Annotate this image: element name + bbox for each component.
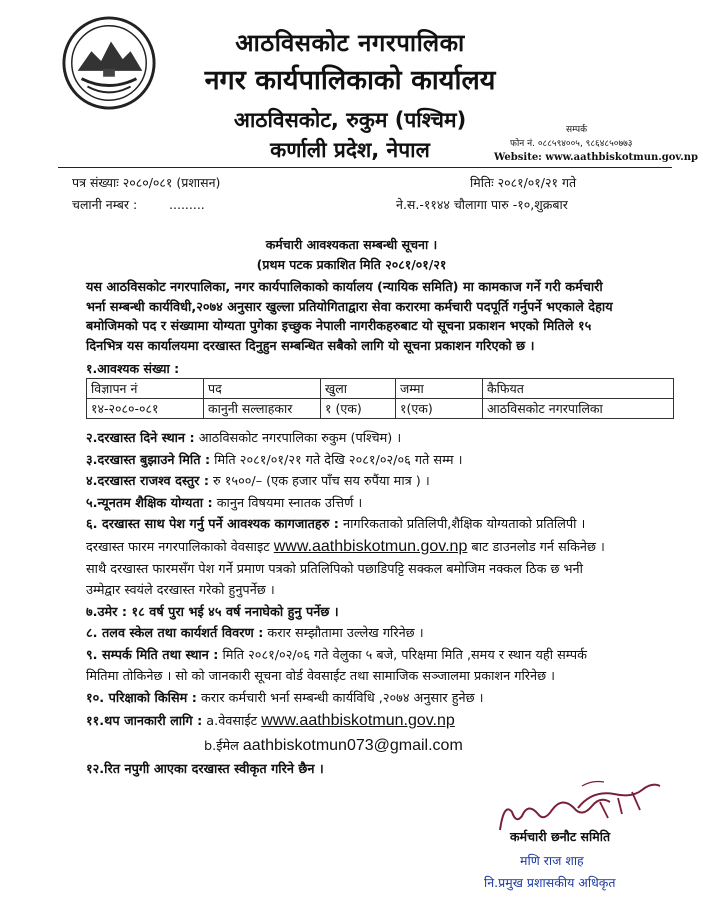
notice-item: ५.न्यूनतम शैक्षिक योग्यता : कानुन विषयमा स्नातक उत्तिर्ण । [86,495,363,511]
notice-item: १०. परिक्षाको किसिम : करार कर्मचारी भर्ना सम्बन्धी कार्यविधि ,२०७४ अनुसार हुनेछ । [86,690,484,706]
letter-date: मितिः २०८१/०१/२१ गते [470,175,577,190]
contact-website: Website: www.aathbiskotmun.gov.np [494,152,698,163]
intro-line: यस आठविसकोट नगरपालिका, नगर कार्यपालिकाको कार्यालय (न्यायिक समिति) मा कामकाज गर्ने गरी कर्मचारी [86,280,603,295]
notice-item: ११.थप जानकारी लागि : a.वेवसाईट www.aathbiskotmun.gov.np [86,712,455,729]
table-header-cell: जम्मा [396,379,483,399]
intro-paragraph [86,278,676,356]
section-required-number: १.आवश्यक संख्या : [86,361,180,376]
notice-item: १२.रित नपुगी आएका दरखास्त स्वीकृत गरिने छैन । [86,762,324,777]
signatory-name: मणि राज शाह [520,853,584,868]
table-cell: आठविसकोट नगरपालिका [483,399,674,419]
province-name: कर्णाली प्रदेश, नेपाल [270,138,430,162]
website-link[interactable]: www.aathbiskotmun.gov.np [273,537,468,555]
header-divider [58,167,672,168]
vacancy-table [86,378,674,419]
municipality-name: आठविसकोट नगरपालिका [235,29,465,57]
table-cell: १४-२०८०-०८१ [87,399,204,419]
signature-committee: कर्मचारी छनौट समिति [510,829,611,844]
form-download-line: दरखास्त फारम नगरपालिकाको वेवसाइट www.aathbiskotmun.gov.np बाट डाउनलोड गर्न सकिनेछ । [86,537,605,555]
nepal-sambat-date: ने.स.-११४४ चौलागा पारु -१०,शुक्रबार [396,197,568,212]
table-header-row [87,379,674,399]
form-line: उम्मेद्वार स्वयंले दरखास्त गरेको हुनुपर्नेछ । [86,583,275,598]
intro-line: भर्ना सम्बन्धी कार्यविधी,२०७४ अनुसार खुल्ला प्रतियोगिताद्वारा सेवा करारमा कर्मचारी पदपूर्ति गर्नुपर्ने भएकाले देहाय [86,299,613,315]
reference-number: पत्र संख्याः २०८०/०८१ (प्रशासन) [72,175,221,190]
notice-item: ६. दरखास्त साथ पेश गर्नु पर्ने आवश्यक कागजातहरु : नागरिकताको प्रतिलिपी,शैक्षिक योग्यताको प्रतिलिपी । [86,517,586,532]
signatory-designation: नि.प्रमुख प्रशासकीय अधिकृत [484,875,616,890]
notice-item: ४.दरखास्त राजश्व दस्तुर : रु १५००/– (एक हजार पाँच सय रुपैंया मात्र ) । [86,474,430,489]
table-cell: १(एक) [396,399,483,419]
notice-item: २.दरखास्त दिने स्थान : आठविसकोट नगरपालिका रुकुम (पश्चिम) । [86,431,402,446]
contact-phone: फोन नं. ०८८५९४००५, ९८६४८५०७७३ [510,139,633,149]
notice-items [86,428,681,781]
municipality-emblem-logo [60,14,158,112]
email-link[interactable]: aathbiskotmun073@gmail.com [242,737,463,754]
dispatch-number: चलानी नम्बर : ......... [72,197,205,212]
notice-item-age: ७.उमेर : १८ वर्ष पुरा भई ४५ वर्ष ननाघेको हुनु पर्नेछ । [86,604,339,620]
table-header-cell: कैफियत [483,379,674,399]
notice-title: कर्मचारी आवश्यकता सम्बन्धी सूचना । [265,237,438,252]
notice-subtitle: (प्रथम पटक प्रकाशित मिति २०८१/०१/२१ [256,257,447,272]
table-header-cell: पद [204,379,321,399]
table-cell: कानुनी सल्लाहकार [204,399,321,419]
intro-line: बमोजिमको पद र संख्यामा योग्यता पुगेका इच्छुक नेपाली नागरीकहरुबाट यो सूचना प्रकाशन भएको मितिले १५ [86,319,592,335]
notice-item-continued: मितिमा तोकिनेछ । सो को जानकारी सूचना वोर्ड वेवसाईट तथा सामाजिक सञ्जालमा प्रकाशन गरिनेछ । [86,669,556,684]
website-link[interactable]: www.aathbiskotmun.gov.np [261,712,455,729]
table-row [87,399,674,419]
intro-line: दिनभित्र यस कार्यालयमा दरखास्त दिनुहुन सम्बन्धित सबैको लागि यो सूचना प्रकाशन गरिएको छ । [86,338,535,354]
office-location: आठविसकोट, रुकुम (पश्चिम) [233,108,467,132]
table-header-cell: विज्ञापन नं [87,379,204,399]
table-cell: १ (एक) [321,399,396,419]
table-header-cell: खुला [321,379,396,399]
notice-item: ९. सम्पर्क मिति तथा स्थान : मिति २०८१/०२/०६ गते वेलुका ५ बजे, परिक्षमा मिति ,समय र स्थान यही सम्पर्क [86,647,587,663]
notice-item: ३.दरखास्त बुझाउने मिति : मिति २०८१/०१/२१ गते देखि २०८१/०२/०६ गते सम्म । [86,452,463,468]
contact-label: सम्पर्क [566,125,587,135]
office-name: नगर कार्यपालिकाको कार्यालय [204,65,496,96]
form-line: साथै दरखास्त फारमसँग पेश गर्ने प्रमाण पत्रको प्रतिलिपिको पछाडिपट्टि सक्कल बमोजिम नक्कल ठिक छ भनी [86,561,583,577]
notice-item: ८. तलव स्केल तथा कार्यशर्त विवरण : करार सम्झौतामा उल्लेख गरिनेछ । [86,626,424,641]
notice-item-email: b.ईमेल aathbiskotmun073@gmail.com [204,737,463,754]
